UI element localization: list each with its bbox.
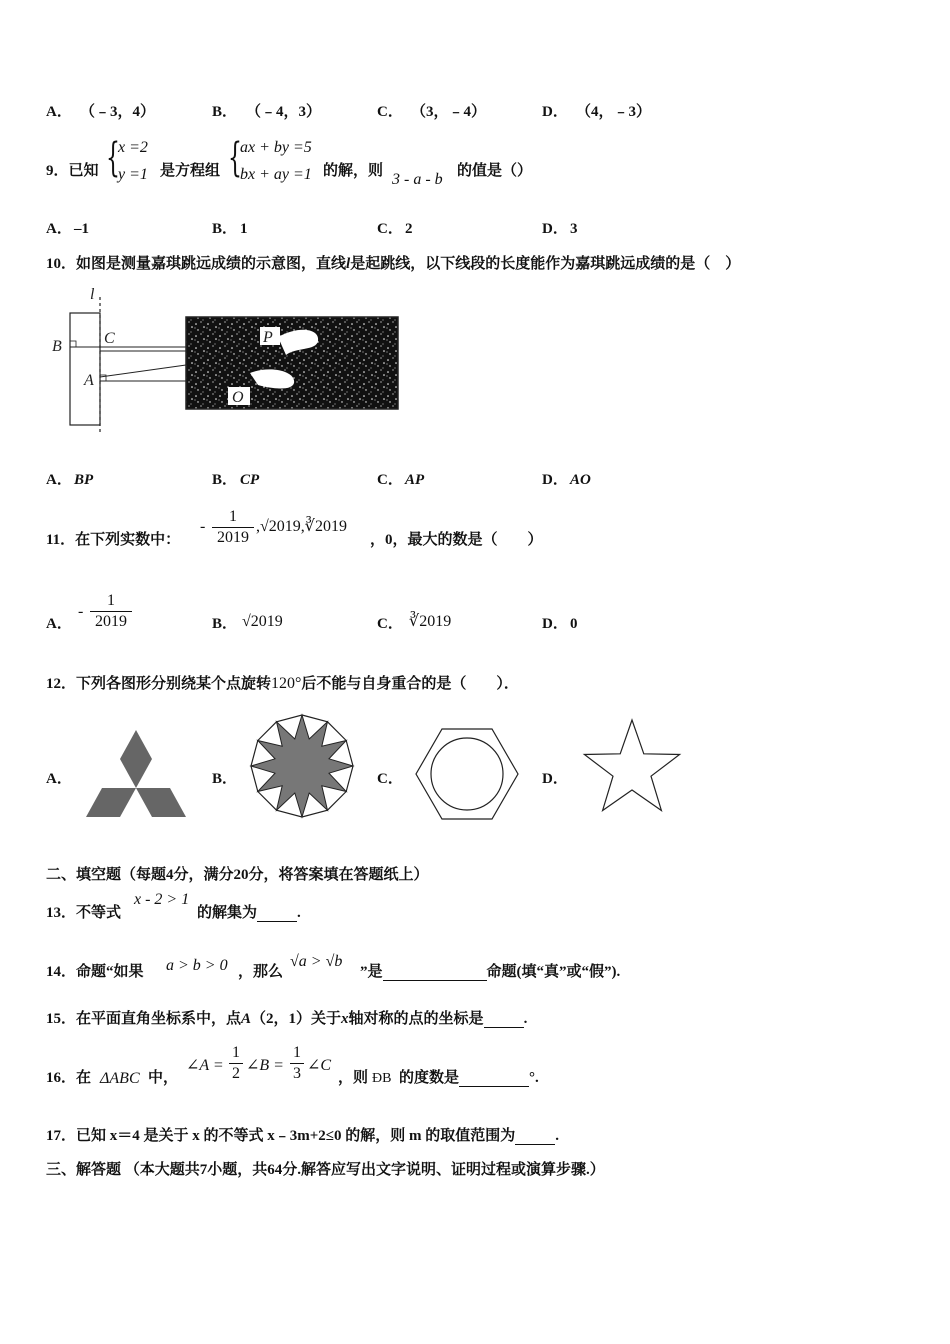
q9-opt-c: 2 [405,221,413,237]
q16-fraction-1 [229,1044,243,1083]
q11-frac-num: 1 [229,508,237,525]
q14-expr2: √a > √b [290,953,343,970]
q11-opt-d-label: D． [542,616,568,632]
q13-expr: x - 2 > 1 [134,891,190,908]
q15-point: A [241,1011,252,1027]
q11-stem: 11．在下列实数中： [46,532,181,548]
q16-angle-b-symbol: ÐB [372,1071,392,1086]
q13-answer-blank[interactable] [257,907,297,922]
q11-opt-b-label: B． [212,616,238,632]
q16-rest [399,1069,539,1087]
q14-answer-blank[interactable] [383,966,487,981]
q14-mid: ，那么 [238,964,284,980]
q9-mid2: 的解，则 [323,163,384,179]
q15-coord: （2，1）关于 [251,1011,342,1027]
shape-circle-in-hexagon [414,727,520,821]
sand-pit [186,317,398,409]
q9-opt-d: 3 [570,221,578,237]
q9-brace-2: { [228,135,242,181]
q9-opt-d-label: D． [542,221,568,237]
q16-n2: 1 [293,1044,301,1061]
q9-tail: 的值是（） [457,163,533,179]
q16-pre: 16．在 [46,1070,92,1086]
q14-pre: 14．命题“如果 [46,964,144,980]
q9-sys1-line1: x =2 [118,139,148,156]
q16-d2: 3 [293,1065,301,1082]
q14-rest [360,963,620,981]
shape-star-in-dodecagon [248,712,356,820]
q9-opt-b: 1 [240,221,248,237]
shape-three-diamonds [84,728,188,820]
q10-stem-b: 是起跳线，以下线段的长度能作为嘉琪跳远成绩的是（ ） [350,256,741,272]
q16-angle-b: ∠B = [246,1057,284,1074]
q8-opt-c-label: C． [377,104,403,120]
q10-opt-a-label: A． [46,472,72,488]
q17-text: 17．已知 x＝4 是关于 x 的不等式 x﹣3m+2≤0 的解，则 m 的取值范围为 [46,1128,516,1144]
q16-answer-blank[interactable] [459,1072,529,1087]
q16-d1: 2 [232,1065,240,1082]
section-2-heading: 二、填空题（每题4分，满分20分，将答案填在答题纸上） [46,867,429,883]
q17-end: . [555,1128,560,1144]
q10-opt-c-label: C． [377,472,403,488]
q17-line [46,1127,559,1145]
q13-end: . [297,905,301,921]
q9-sys1-line2: y =1 [118,166,148,183]
q12-opt-c-label: C． [377,771,403,787]
q12-stem-a: 12．下列各图形分别绕某个点旋转 [46,676,272,692]
q10-opt-a: BP [74,472,94,488]
q11-roots: ,√2019,∛2019 [256,518,347,535]
q8-opt-b-label: B． [212,104,238,120]
label-P: P [263,329,273,346]
q8-opt-a: （﹣3，4） [80,104,156,120]
q11-opt-c: ∛2019 [409,613,452,630]
q11-fraction [212,508,254,547]
q16-angle-a: ∠A = [186,1057,224,1074]
q13-post: 的解集为 [197,905,258,921]
q8-opt-d-label: D． [542,104,568,120]
q16-triangle: ΔABC [100,1070,140,1087]
q9-mid: 是方程组 [160,163,221,179]
q14-expr: a > b > 0 [166,957,228,974]
q15-pre: 15．在平面直角坐标系中，点 [46,1011,242,1027]
board-rect [70,313,100,425]
label-O: O [232,389,244,406]
q11-opt-c-label: C． [377,616,403,632]
label-l: l [90,286,95,303]
q10-stem [46,255,740,273]
q11-opt-b: √2019 [242,613,283,630]
q15-answer-blank[interactable] [484,1013,524,1028]
q9-opt-b-label: B． [212,221,238,237]
label-A: A [84,372,94,389]
q9-sys2-line1: ax + by =5 [240,139,312,156]
q9-stem-pre: 9．已知 [46,163,99,179]
long-jump-figure [50,285,410,435]
q12-stem-b: 后不能与自身重合的是（ ）． [301,676,519,692]
label-C: C [104,330,115,347]
q16-mid2: ，则 [338,1070,369,1086]
shape-five-point-star [580,716,684,820]
q9-sys2-line2: bx + ay =1 [240,166,312,183]
q9-brace-1: { [106,135,120,181]
q16-end: °. [529,1070,539,1086]
q9-opt-c-label: C． [377,221,403,237]
q15-post: 轴对称的点的坐标是 [348,1011,484,1027]
q14-post: 命题(填“真”或“假”). [486,964,621,980]
q10-opt-b-label: B． [212,472,238,488]
q9-opt-a-label: A． [46,221,72,237]
q10-opt-d-label: D． [542,472,568,488]
q8-opt-a-label: A． [46,104,72,120]
q15-end: . [523,1011,528,1027]
q13-pre: 13．不等式 [46,905,122,921]
q10-opt-c: AP [405,472,425,488]
q12-angle: 120° [271,675,302,692]
q13-post-wrap [197,904,301,922]
q15-line [46,1010,527,1028]
q11-opt-a-fraction [90,592,132,631]
q11-opt-a-num: 1 [107,592,115,609]
q16-mid: 中， [148,1070,179,1086]
section-3-heading: 三、解答题 （本大题共7小题，共64分.解答应写出文字说明、证明过程或演算步骤.） [46,1162,605,1178]
q8-opt-b: （﹣4，3） [246,104,322,120]
q8-opt-d: （4，﹣3） [576,104,652,120]
q11-opt-a-den: 2019 [95,613,127,630]
q12-stem [46,675,519,693]
q11-opt-a-label: A． [46,616,72,632]
q11-tail: ，0，最大的数是（ ） [370,532,543,548]
q11-frac-den: 2019 [217,529,249,546]
q14-mid2: ”是 [360,964,383,980]
q11-opt-d: 0 [570,616,578,632]
q9-expression: 3 - a - b [392,171,443,188]
q8-opt-c: （3，﹣4） [411,104,487,120]
q12-opt-a-label: A． [46,771,72,787]
q16-fraction-2 [290,1044,304,1083]
q16-n1: 1 [232,1044,240,1061]
q10-stem-a: 10．如图是测量嘉琪跳远成绩的示意图，直线 [46,256,347,272]
q9-opt-a: –1 [74,221,89,237]
q10-opt-d: AO [570,472,591,488]
q10-opt-b: CP [240,472,260,488]
q16-post: 的度数是 [399,1070,460,1086]
q12-opt-b-label: B． [212,771,238,787]
q11-opt-a-neg: - [78,603,84,620]
q10-stem-l: l [346,256,351,272]
q17-answer-blank[interactable] [515,1130,555,1145]
label-B: B [52,338,62,355]
q12-opt-d-label: D． [542,771,568,787]
q11-neg-sign: - [200,518,206,535]
q16-angle-c: ∠C [307,1057,332,1074]
q15-axis: x [341,1011,349,1027]
